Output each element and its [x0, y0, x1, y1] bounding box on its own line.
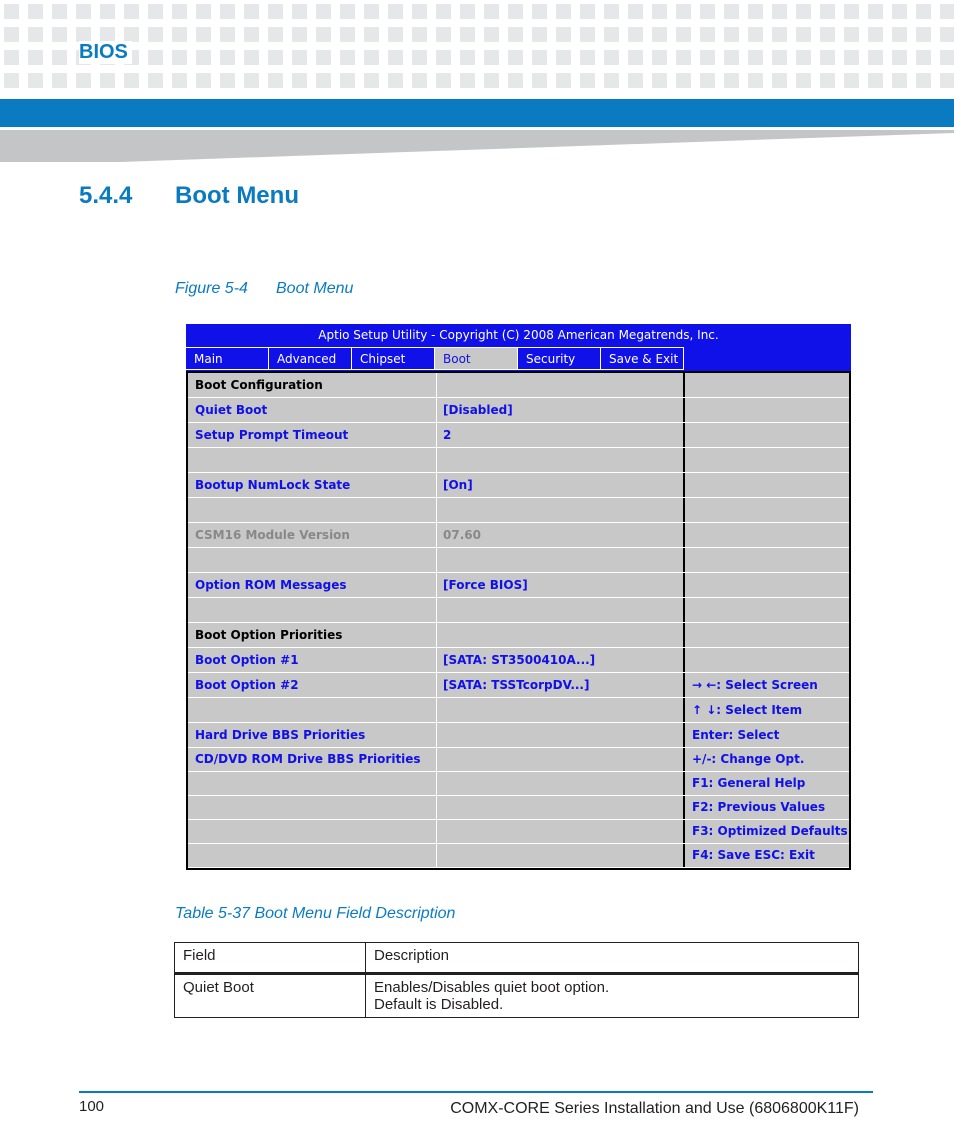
header-pattern-square — [772, 4, 787, 19]
header-pattern-square — [4, 4, 19, 19]
bios-row[interactable] — [188, 673, 849, 698]
header-pattern-square — [676, 73, 691, 88]
header-pattern-square — [820, 50, 835, 65]
header-pattern-square — [748, 4, 763, 19]
header-pattern-square — [580, 50, 595, 65]
header-pattern-square — [580, 27, 595, 42]
header-pattern-square — [460, 50, 475, 65]
bios-item-value[interactable]: [SATA: TSSTcorpDV...] — [443, 678, 590, 692]
header-pattern-square — [28, 4, 43, 19]
description-line: Default is Disabled. — [374, 996, 504, 1013]
bios-help-text: ↑ ↓: Select Item — [692, 703, 803, 717]
header-pattern-square — [220, 50, 235, 65]
header-pattern-square — [76, 27, 91, 42]
header-pattern-square — [772, 73, 787, 88]
header-pattern-square — [460, 73, 475, 88]
bios-item-label: Option ROM Messages — [195, 578, 347, 592]
bios-row[interactable] — [188, 523, 849, 548]
header-pattern-square — [436, 4, 451, 19]
bios-row[interactable] — [188, 373, 849, 398]
header-pattern-square — [388, 50, 403, 65]
header-pattern-square — [844, 4, 859, 19]
header-pattern-square — [52, 27, 67, 42]
header-pattern-square — [724, 4, 739, 19]
header-pattern-square — [388, 4, 403, 19]
header-pattern-square — [292, 27, 307, 42]
header-pattern-square — [76, 73, 91, 88]
header-pattern-square — [244, 73, 259, 88]
header-pattern-square — [196, 50, 211, 65]
header-pattern-square — [700, 27, 715, 42]
header-pattern-square — [796, 27, 811, 42]
header-pattern-square — [436, 50, 451, 65]
header-pattern-square — [868, 4, 883, 19]
header-pattern-square — [916, 4, 931, 19]
bios-help-text: +/-: Change Opt. — [692, 752, 805, 766]
header-pattern-square — [76, 4, 91, 19]
header-pattern-square — [892, 4, 907, 19]
header-pattern-square — [772, 50, 787, 65]
field-description-table — [174, 942, 859, 1018]
header-pattern-square — [484, 27, 499, 42]
header-pattern-square — [628, 50, 643, 65]
header-pattern-square — [532, 27, 547, 42]
bios-row — [188, 698, 849, 723]
bios-item-value[interactable]: [SATA: ST3500410A...] — [443, 653, 596, 667]
section-number: 5.4.4 — [79, 182, 133, 209]
header-pattern-square — [124, 4, 139, 19]
header-pattern-square — [724, 73, 739, 88]
header-pattern-square — [412, 27, 427, 42]
header-pattern-square — [844, 73, 859, 88]
section-heading — [79, 182, 299, 210]
bios-item-label: CD/DVD ROM Drive BBS Priorities — [195, 752, 421, 766]
header-pattern-square — [340, 50, 355, 65]
header-pattern-square — [316, 73, 331, 88]
header-pattern-square — [556, 27, 571, 42]
document-title: COMX-CORE Series Installation and Use (6806800K11F) — [450, 1100, 859, 1117]
header-pattern-square — [676, 4, 691, 19]
header-pattern-square — [412, 50, 427, 65]
header-pattern-square — [364, 50, 379, 65]
bios-row — [188, 844, 849, 868]
header-pattern-square — [436, 73, 451, 88]
header-pattern-square — [676, 27, 691, 42]
header-pattern-square — [772, 27, 787, 42]
header-pattern-square — [412, 73, 427, 88]
bios-row[interactable] — [188, 473, 849, 498]
bios-item-label: Quiet Boot — [195, 403, 268, 417]
header-pattern-square — [556, 4, 571, 19]
header-pattern-square — [412, 4, 427, 19]
bios-item-label: Boot Option #1 — [195, 653, 299, 667]
header-pattern-square — [196, 4, 211, 19]
header-pattern-square — [172, 50, 187, 65]
header-pattern-square — [700, 50, 715, 65]
header-pattern-square — [532, 73, 547, 88]
header-pattern-square — [748, 50, 763, 65]
bios-screenshot — [186, 324, 851, 870]
header-blue-bar — [0, 99, 954, 127]
header-pattern-square — [292, 73, 307, 88]
header-pattern-square — [172, 73, 187, 88]
bios-item-label: Boot Option #2 — [195, 678, 299, 692]
header-pattern-square — [724, 50, 739, 65]
header-pattern-square — [28, 73, 43, 88]
bios-row[interactable] — [188, 573, 849, 598]
bios-row[interactable] — [188, 623, 849, 648]
header-pattern-square — [268, 27, 283, 42]
header-pattern-square — [148, 50, 163, 65]
header-pattern-square — [652, 50, 667, 65]
bios-tab-bar — [186, 347, 851, 371]
header-pattern-square — [316, 50, 331, 65]
header-pattern-square — [604, 50, 619, 65]
bios-title-bar: Aptio Setup Utility - Copyright (C) 2008 American Megatrends, Inc. — [186, 324, 851, 347]
bios-item-label: CSM16 Module Version — [195, 528, 350, 542]
header-pattern-square — [148, 27, 163, 42]
header-pattern-square — [220, 27, 235, 42]
header-pattern-square — [292, 4, 307, 19]
page-number: 100 — [79, 1098, 105, 1115]
header-pattern-square — [940, 4, 954, 19]
bios-tab-security[interactable]: Security — [518, 347, 601, 370]
header-pattern-square — [220, 4, 235, 19]
field-cell: Quiet Boot — [175, 974, 366, 1018]
header-pattern-square — [52, 4, 67, 19]
header-pattern-square — [220, 73, 235, 88]
header-description: Description — [366, 943, 859, 974]
header-pattern-square — [100, 73, 115, 88]
bios-row[interactable] — [188, 648, 849, 673]
header-pattern-square — [4, 27, 19, 42]
header-pattern-square — [868, 27, 883, 42]
bios-row — [188, 772, 849, 796]
header-pattern-square — [580, 4, 595, 19]
header-pattern-square — [28, 50, 43, 65]
header-pattern-square — [172, 27, 187, 42]
header-pattern-square — [556, 73, 571, 88]
header-pattern-square — [892, 73, 907, 88]
header-pattern-square — [172, 4, 187, 19]
header-pattern-square — [508, 73, 523, 88]
header-pattern-square — [844, 50, 859, 65]
header-pattern-square — [820, 73, 835, 88]
table-caption: Table 5-37 Boot Menu Field Description — [175, 905, 456, 922]
header-pattern-square — [940, 27, 954, 42]
header-pattern-square — [124, 27, 139, 42]
header-pattern-square — [508, 50, 523, 65]
figure-caption — [175, 280, 353, 298]
bios-item-value[interactable]: [Disabled] — [443, 403, 513, 417]
bios-item-label: Bootup NumLock State — [195, 478, 351, 492]
header-pattern-square — [388, 27, 403, 42]
header-pattern-square — [724, 27, 739, 42]
header-pattern-square — [676, 50, 691, 65]
header-pattern-square — [916, 27, 931, 42]
header-pattern-square — [916, 73, 931, 88]
header-gray-wedge — [0, 130, 954, 162]
header-pattern-square — [652, 27, 667, 42]
header-pattern-square — [196, 27, 211, 42]
header-pattern-square — [4, 73, 19, 88]
bios-tab-save-exit[interactable]: Save & Exit — [601, 347, 684, 370]
header-pattern-square — [652, 4, 667, 19]
bios-help-text: F2: Previous Values — [692, 800, 826, 814]
header-pattern-square — [292, 50, 307, 65]
table-header-row — [175, 943, 859, 974]
header-pattern-square — [508, 27, 523, 42]
bios-tab-main[interactable]: Main — [186, 347, 269, 370]
header-pattern-square — [796, 73, 811, 88]
bios-item-label: Setup Prompt Timeout — [195, 428, 349, 442]
header-pattern-square — [340, 27, 355, 42]
header-pattern-square — [124, 73, 139, 88]
header-pattern-square — [460, 27, 475, 42]
header-pattern-square — [940, 50, 954, 65]
header-pattern-square — [100, 4, 115, 19]
header-pattern-square — [844, 27, 859, 42]
bios-item-label: Boot Option Priorities — [195, 628, 343, 642]
bios-item-label: Boot Configuration — [195, 378, 323, 392]
header-pattern-square — [820, 27, 835, 42]
bios-row — [188, 598, 849, 623]
header-pattern-square — [484, 50, 499, 65]
header-pattern-square — [532, 4, 547, 19]
bios-help-text: F1: General Help — [692, 776, 806, 790]
header-pattern-square — [940, 73, 954, 88]
header-pattern-square — [628, 73, 643, 88]
header-pattern-square — [4, 50, 19, 65]
description-line: Enables/Disables quiet boot option. — [374, 979, 610, 996]
description-cell — [366, 974, 859, 1018]
bios-row[interactable] — [188, 398, 849, 423]
bios-help-text: → ←: Select Screen — [692, 678, 818, 692]
header-pattern-square — [556, 50, 571, 65]
bios-tab-advanced[interactable]: Advanced — [269, 347, 352, 370]
bios-row — [188, 548, 849, 573]
header-pattern-square — [364, 73, 379, 88]
footer-rule — [79, 1091, 873, 1093]
header-pattern-square — [628, 4, 643, 19]
header-field: Field — [175, 943, 366, 974]
header-pattern-square — [196, 73, 211, 88]
bios-row — [188, 448, 849, 473]
header-pattern-square — [28, 27, 43, 42]
bios-help-text: Enter: Select — [692, 728, 780, 742]
header-pattern-square — [268, 50, 283, 65]
header-pattern-square — [364, 4, 379, 19]
header-pattern-square — [484, 73, 499, 88]
header-pattern-square — [244, 4, 259, 19]
figure-label: Figure 5-4 — [175, 280, 248, 297]
header-pattern-square — [604, 73, 619, 88]
header-pattern-square — [148, 4, 163, 19]
header-pattern-square — [316, 27, 331, 42]
bios-item-value[interactable]: 07.60 — [443, 528, 481, 542]
header-pattern-square — [748, 73, 763, 88]
header-pattern-square — [268, 73, 283, 88]
header-pattern-square — [892, 50, 907, 65]
header-pattern-square — [604, 4, 619, 19]
header-pattern-square — [316, 4, 331, 19]
header-pattern — [0, 0, 954, 97]
header-pattern-square — [796, 50, 811, 65]
bios-row[interactable] — [188, 748, 849, 772]
header-pattern-square — [868, 50, 883, 65]
header-pattern-square — [460, 4, 475, 19]
header-pattern-square — [268, 4, 283, 19]
header-pattern-square — [700, 73, 715, 88]
bios-item-label: Hard Drive BBS Priorities — [195, 728, 366, 742]
header-pattern-square — [508, 4, 523, 19]
section-title: Boot Menu — [175, 182, 299, 209]
header-pattern-square — [748, 27, 763, 42]
bios-item-value[interactable]: 2 — [443, 428, 452, 442]
header-pattern-square — [100, 27, 115, 42]
header-pattern-square — [652, 73, 667, 88]
bios-row — [188, 498, 849, 523]
header-pattern-square — [628, 27, 643, 42]
header-pattern-square — [148, 73, 163, 88]
section-label: BIOS — [79, 41, 132, 64]
header-pattern-square — [52, 73, 67, 88]
table-row — [175, 974, 859, 1018]
bios-tab-chipset[interactable]: Chipset — [352, 347, 435, 370]
header-pattern-square — [244, 50, 259, 65]
bios-row[interactable] — [188, 423, 849, 448]
header-pattern-square — [580, 73, 595, 88]
bios-item-value[interactable]: [On] — [443, 478, 473, 492]
header-pattern-square — [340, 73, 355, 88]
figure-title: Boot Menu — [276, 280, 354, 297]
header-pattern-square — [52, 50, 67, 65]
bios-row[interactable] — [188, 723, 849, 748]
bios-help-text: F4: Save ESC: Exit — [692, 848, 815, 862]
bios-tab-boot[interactable]: Boot — [435, 347, 518, 370]
header-pattern-square — [436, 27, 451, 42]
header-pattern-square — [604, 27, 619, 42]
bios-row — [188, 820, 849, 844]
header-pattern-square — [388, 73, 403, 88]
header-pattern-square — [916, 50, 931, 65]
header-pattern-square — [244, 27, 259, 42]
header-pattern-square — [868, 73, 883, 88]
header-pattern-square — [340, 4, 355, 19]
bios-help-text: F3: Optimized Defaults — [692, 824, 848, 838]
header-pattern-square — [892, 27, 907, 42]
header-pattern-square — [700, 4, 715, 19]
bios-row — [188, 796, 849, 820]
header-pattern-square — [532, 50, 547, 65]
bios-item-value[interactable]: [Force BIOS] — [443, 578, 528, 592]
header-pattern-square — [484, 4, 499, 19]
header-pattern-square — [796, 4, 811, 19]
header-pattern-square — [820, 4, 835, 19]
header-pattern-square — [364, 27, 379, 42]
bios-body — [186, 371, 851, 870]
